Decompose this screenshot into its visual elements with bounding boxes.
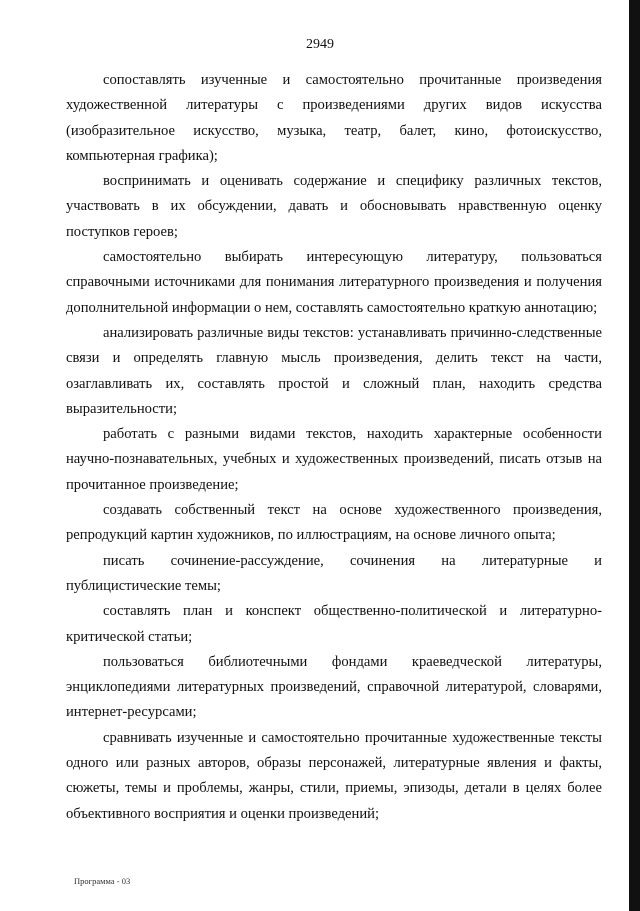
scan-page-edge <box>629 0 640 911</box>
paragraph-work-with-texts: работать с разными видами текстов, находить характерные особенности научно-познавательных, учебных и художественных произведений, писать отзыв на прочитанное произведение; <box>66 426 602 493</box>
paragraph-perceive-texts: воспринимать и оценивать содержание и специфику различных текстов, участвовать в их обсуждении, давать и обосновывать нравственную оценку поступков героев; <box>66 173 602 240</box>
paragraph-compare-texts: сравнивать изученные и самостоятельно прочитанные художественные тексты одного или разных авторов, образы персонажей, литературные явления и факты, сюжеты, темы и проблемы, жанры, стили, приемы, эпизоды, детали в целях более объективного восприятия и оценки произведений; <box>66 729 602 822</box>
page-number: 2949 <box>306 37 334 52</box>
paragraph-analyze-texts: анализировать различные виды текстов: устанавливать причинно-следственные связи и определять главную мысль произведения, делить текст на части, озаглавливать их, составлять простой и сложный план, находить средства выразительности; <box>66 324 602 417</box>
paragraph-create-text: создавать собственный текст на основе художественного произведения, репродукций картин художников, по иллюстрациям, на основе личного опыта; <box>66 502 602 544</box>
footer-program-label: Программа - 03 <box>74 876 131 886</box>
paragraph-use-library: пользоваться библиотечными фондами краеведческой литературы, энциклопедиями литературных произведений, справочной литературой, словарями, интернет-ресурсами; <box>66 653 602 721</box>
paragraph-write-essay: писать сочинение-рассуждение, сочинения на литературные и публицистические темы; <box>66 552 602 594</box>
paragraph-compare-works: сопоставлять изученные и самостоятельно прочитанные произведения художественной литературы с произведениями других видов искусства (изобразительное искусство, музыка, театр, балет, кино, фотоискусство, компьютерная графика); <box>66 72 602 164</box>
paragraph-plan-outline: составлять план и конспект общественно-политической и литературно-критической статьи; <box>66 603 602 645</box>
document-body <box>66 68 602 827</box>
paragraph-choose-literature: самостоятельно выбирать интересующую литературу, пользоваться справочными источниками для понимания литературного произведения и получения дополнительной информации о нем, составлять самостоятельно краткую аннотацию; <box>66 249 602 316</box>
